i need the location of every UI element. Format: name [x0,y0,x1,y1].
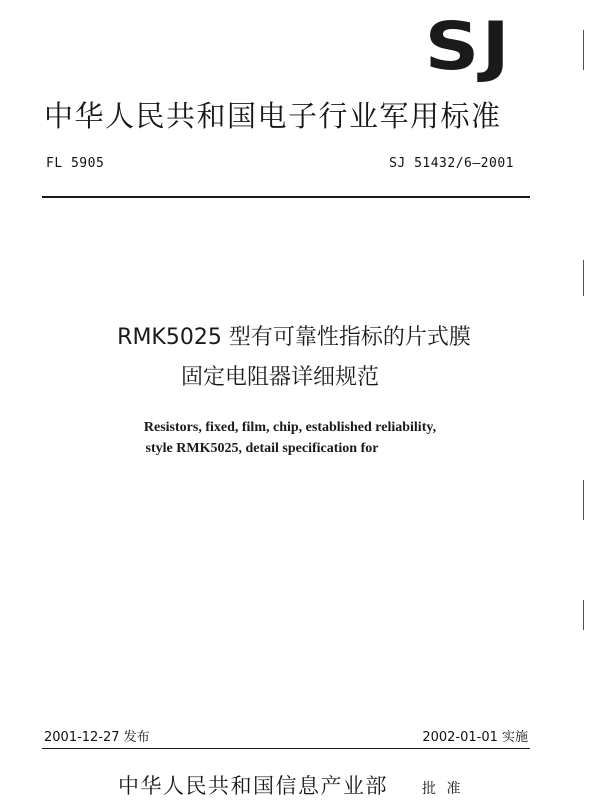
standard-logo: SJ [424,8,512,85]
standard-number: SJ 51432/6—2001 [389,156,514,171]
implementation-date: 2002-01-01 实施 [422,730,528,745]
footer-divider [42,748,530,749]
organization-title: 中华人民共和国电子行业军用标准 [44,99,502,133]
approval-label: 批 准 [422,781,464,797]
scan-artifact-mark [583,480,584,520]
title-en-line-1: Resistors, fixed, film, chip, established reliability, [143,420,437,435]
classification-code: FL 5905 [46,156,105,171]
title-en-line-2: style RMK5025, detail specification for [145,441,379,456]
scan-artifact-mark [583,30,584,70]
header-divider [42,196,530,198]
scan-artifact-mark [583,260,584,296]
approving-authority: 中华人民共和国信息产业部 [118,774,388,798]
issue-date: 2001-12-27 发布 [44,730,150,745]
title-zh-line-1: RMK5025 型有可靠性指标的片式膜 [117,325,471,350]
title-zh-line-2: 固定电阻器详细规范 [180,365,379,390]
scan-artifact-mark [583,600,584,630]
